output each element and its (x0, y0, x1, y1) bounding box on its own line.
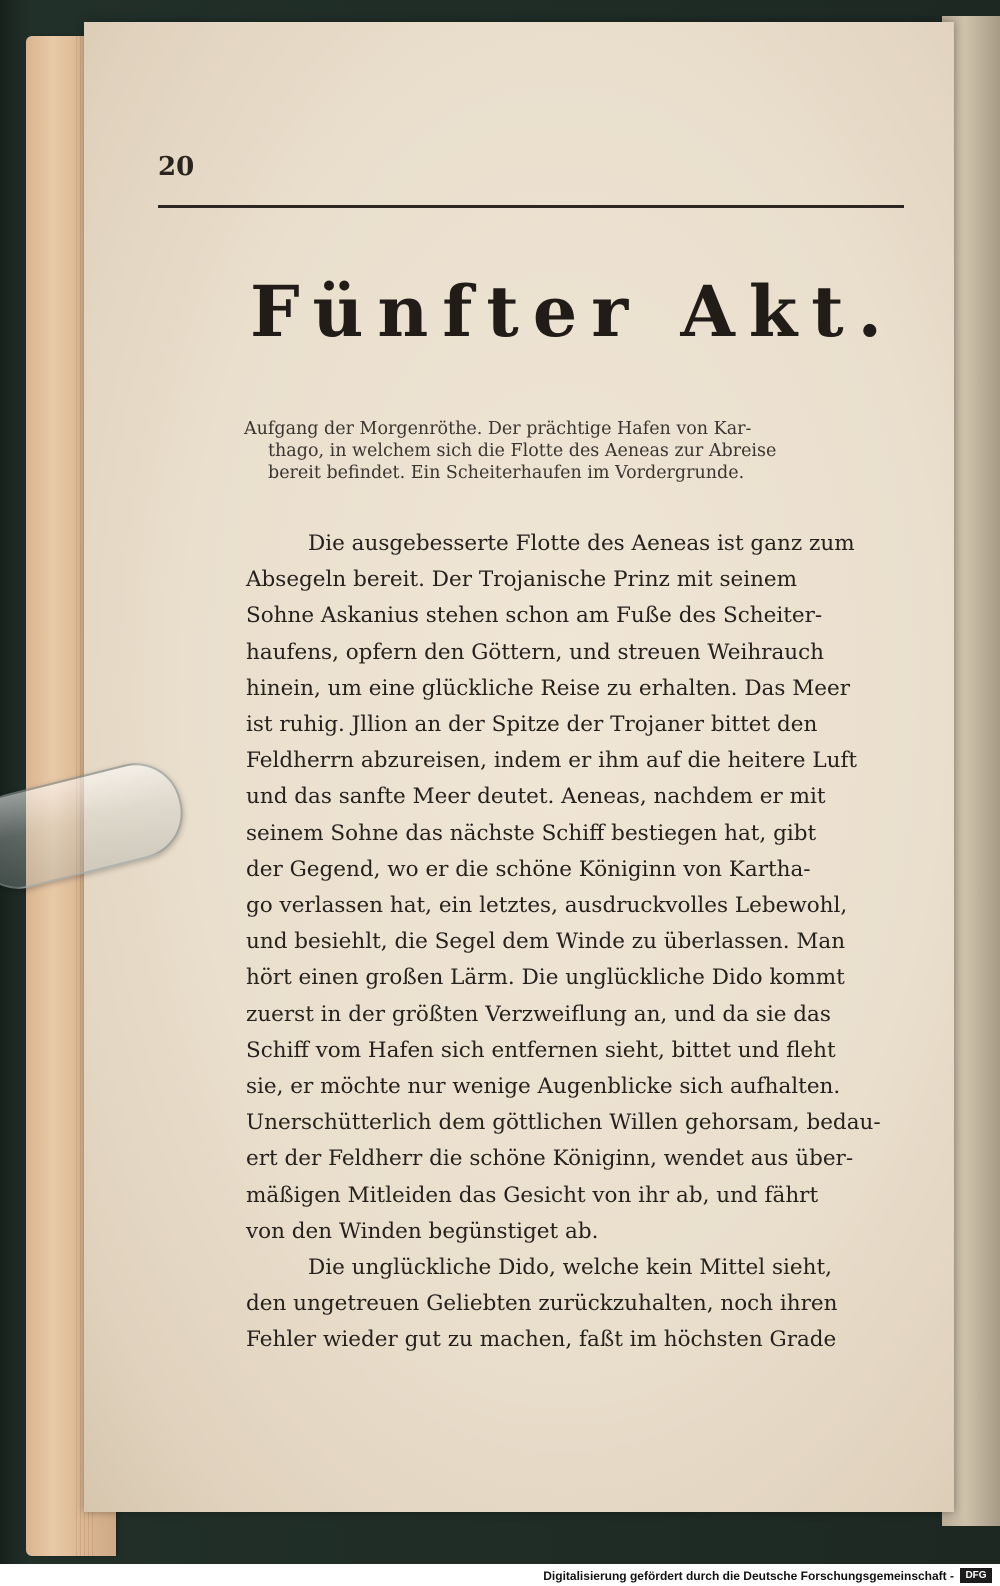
body-line: go verlassen hat, ein letztes, ausdruckvolles Lebewohl, (246, 893, 848, 919)
page-number: 20 (158, 152, 195, 182)
body-line: sie, er möchte nur wenige Augenblicke sich aufhalten. (246, 1074, 841, 1100)
body-line: der Gegend, wo er die schöne Königinn von Kartha- (246, 856, 811, 882)
body-line: Schiff vom Hafen sich entfernen sieht, bittet und fleht (246, 1037, 836, 1063)
body-line: und das sanfte Meer deutet. Aeneas, nachdem er mit (246, 784, 826, 810)
stage-direction (244, 418, 914, 484)
body-line: ert der Feldherr die schöne Königinn, wendet aus über- (246, 1146, 854, 1172)
body-line: Feldherrn abzureisen, indem er ihm auf die heitere Luft (246, 748, 858, 774)
body-line: hinein, um eine glückliche Reise zu erhalten. Das Meer (246, 675, 850, 701)
dfg-logo: DFG (960, 1568, 992, 1583)
body-line: Unerschütterlich dem göttlichen Willen gehorsam, bedau- (246, 1110, 881, 1136)
body-line: Die unglückliche Dido, welche kein Mittel sieht, (308, 1255, 832, 1281)
body-line: und besiehlt, die Segel dem Winde zu überlassen. Man (246, 929, 846, 955)
act-title: Fünfter Akt. (250, 270, 897, 353)
body-text (246, 526, 916, 1359)
body-line: den ungetreuen Geliebten zurückzuhalten, noch ihren (246, 1291, 838, 1317)
body-line: seinem Sohne das nächste Schiff bestiegen hat, gibt (246, 820, 817, 846)
stage-direction-line: thago, in welchem sich die Flotte des Aeneas zur Abreise (268, 441, 777, 461)
body-line: Absegeln bereit. Der Trojanische Prinz mit seinem (246, 567, 798, 593)
body-line: Die ausgebesserte Flotte des Aeneas ist ganz zum (308, 531, 855, 556)
body-line: von den Winden begünstiget ab. (246, 1218, 599, 1244)
digitization-footer (0, 1564, 1000, 1586)
body-line: mäßigen Mitleiden das Gesicht von ihr ab, und fährt (246, 1182, 819, 1208)
body-line: haufens, opfern den Göttern, und streuen Weihrauch (246, 639, 825, 665)
body-line: hört einen großen Lärm. Die unglückliche Dido kommt (246, 965, 845, 991)
stage-direction-line: bereit befindet. Ein Scheiterhaufen im Vordergrunde. (268, 463, 745, 483)
stage-direction-line: Aufgang der Morgenröthe. Der prächtige Hafen von Kar- (244, 419, 752, 439)
header-rule (158, 205, 904, 208)
body-line: zuerst in der größten Verzweiflung an, und da sie das (246, 1001, 831, 1027)
funding-credit: Digitalisierung gefördert durch die Deutsche Forschungsgemeinschaft - (543, 1569, 954, 1583)
body-line: ist ruhig. Jllion an der Spitze der Trojaner bittet den (246, 712, 818, 738)
body-line: Sohne Askanius stehen schon am Fuße des Scheiter- (246, 603, 823, 629)
body-line: Fehler wieder gut zu machen, faßt im höchsten Grade (246, 1327, 837, 1353)
